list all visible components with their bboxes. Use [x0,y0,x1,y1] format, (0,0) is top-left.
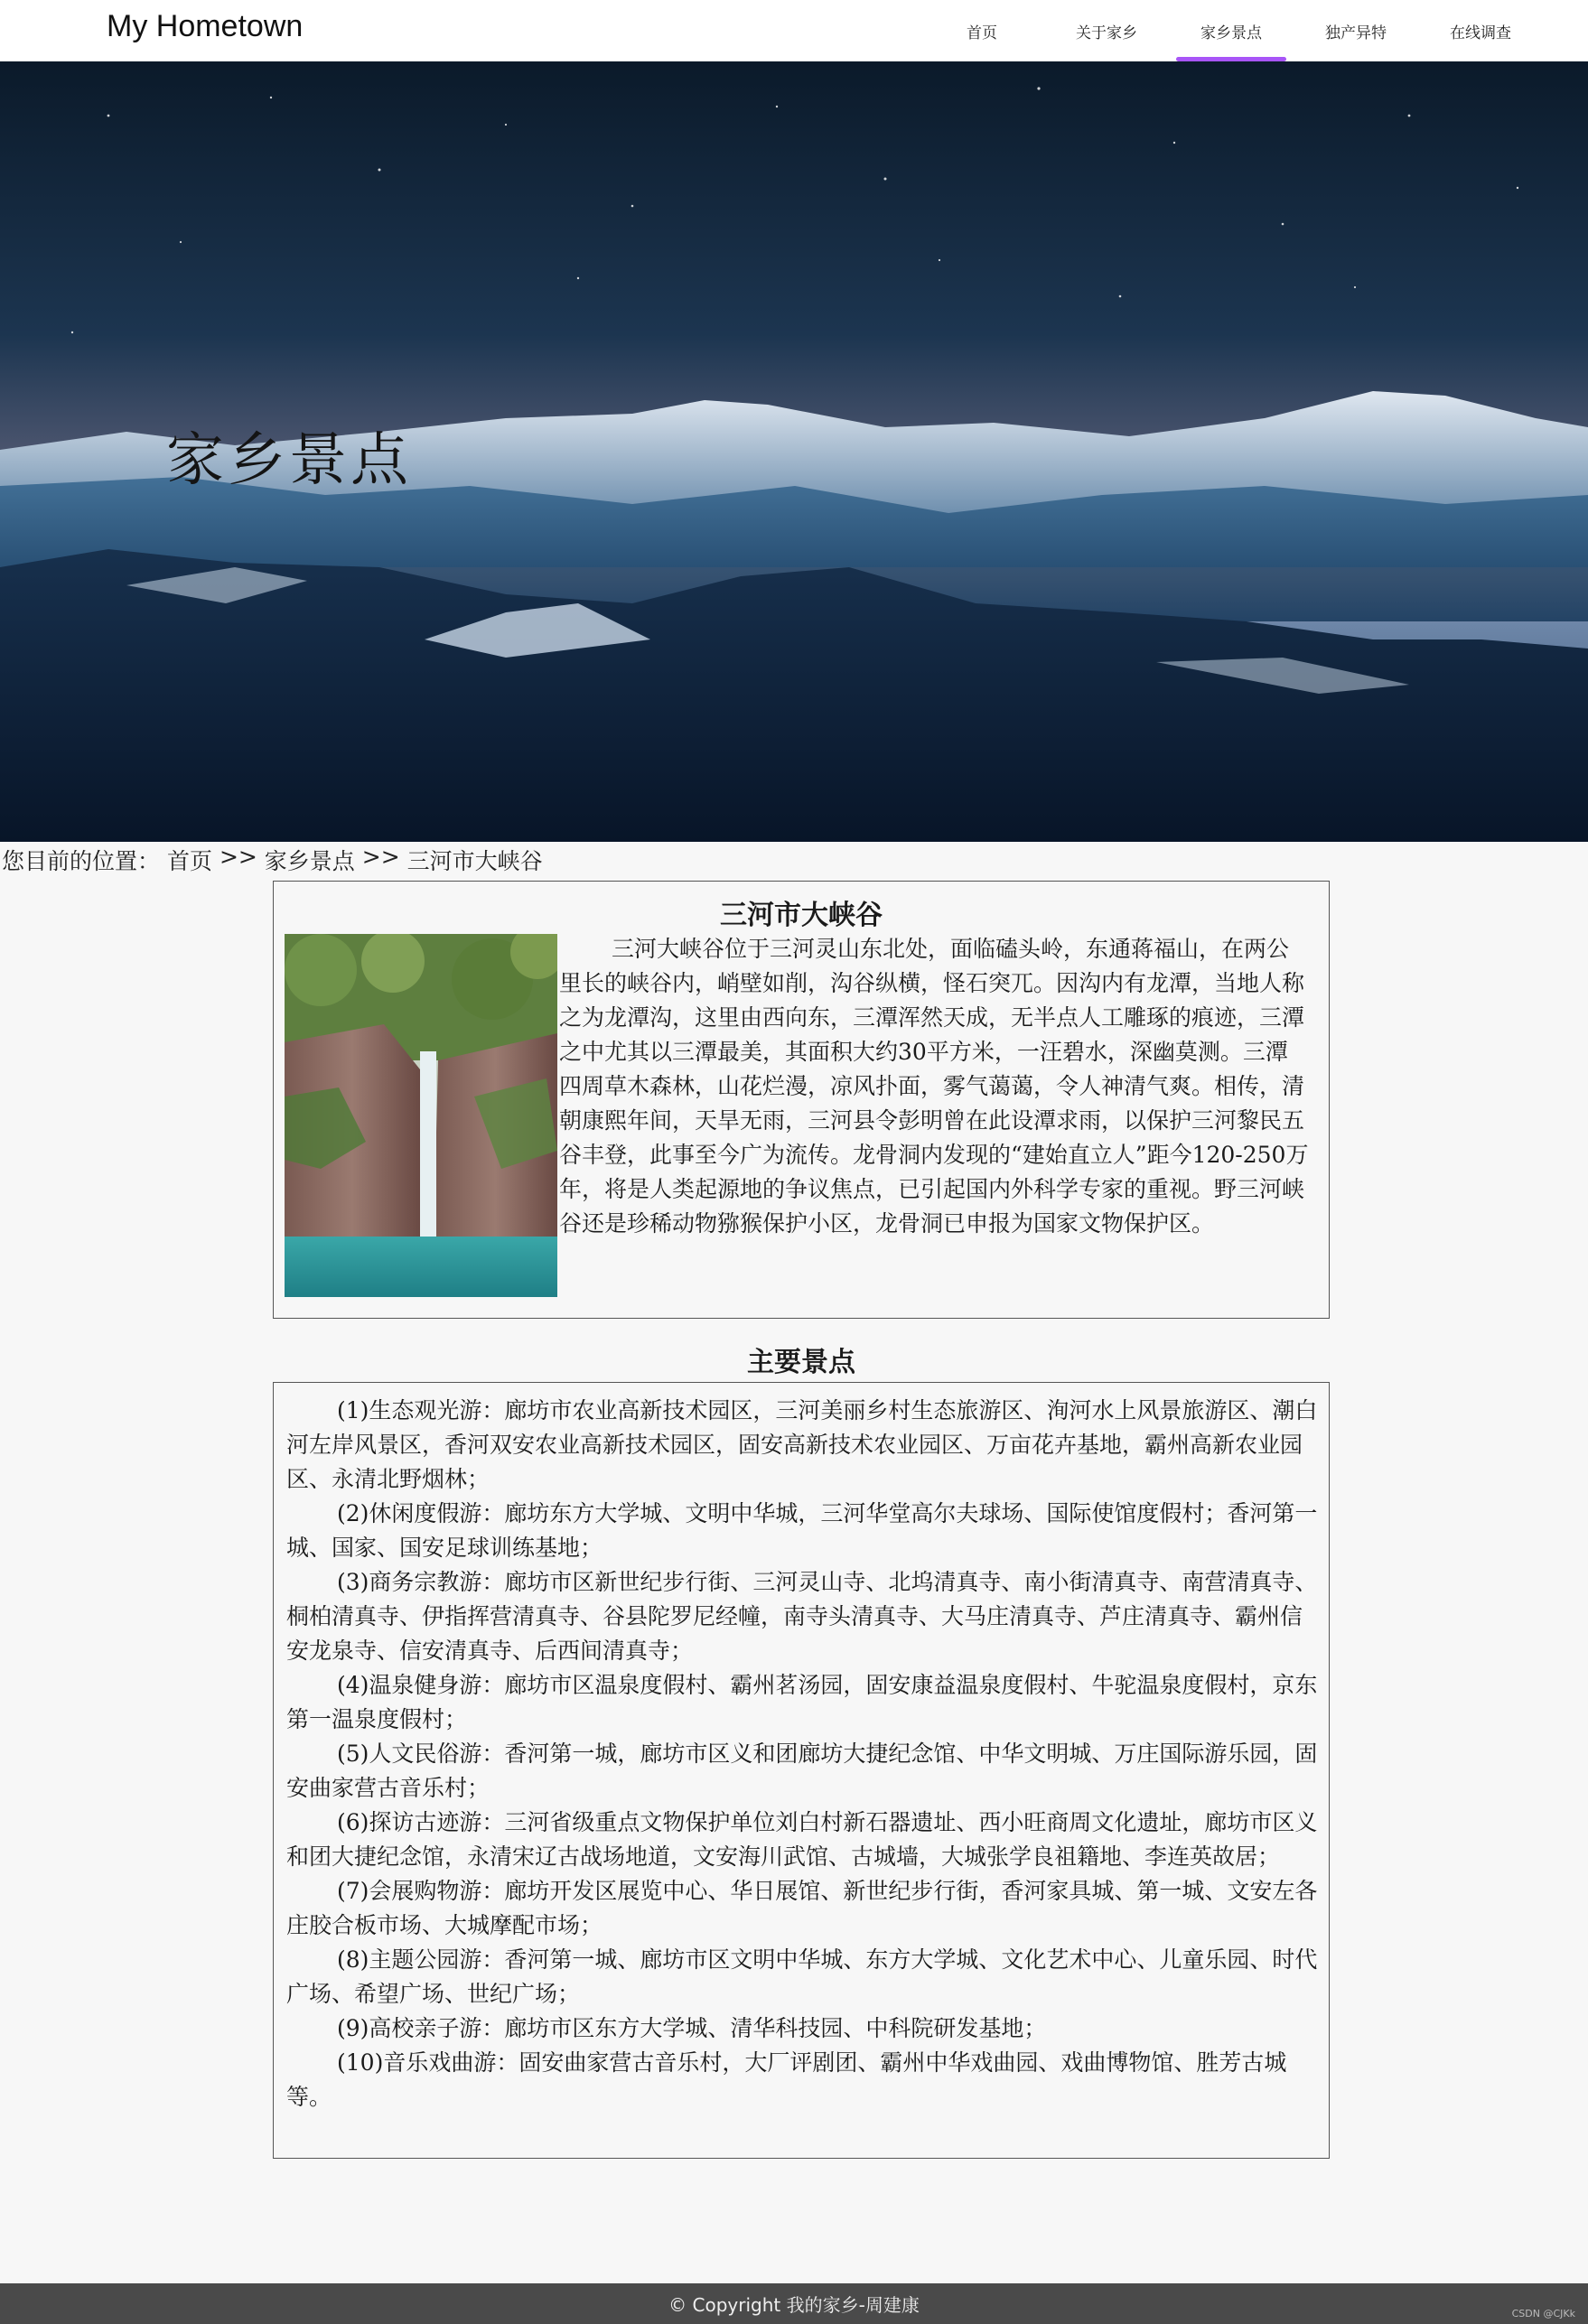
nav-item-specialties[interactable]: 独产异特 [1325,23,1387,42]
canyon-waterfall-photo [285,934,557,1297]
breadcrumb [2,844,543,876]
main-nav [920,0,1543,61]
section-heading-main-spots: 主要景点 [747,1347,855,1378]
copyright-text: © Copyright 我的家乡-周建康 [668,2294,920,2316]
nav-item-home[interactable]: 首页 [967,23,997,42]
hero-title: 家乡景点 [166,427,412,494]
footer [0,2283,1588,2324]
site-brand[interactable]: My Hometown [107,9,304,43]
spot-item: (8)主题公园游：香河第一城、廊坊市区文明中华城、东方大学城、文化艺术中心、儿童乐园、时代广场、希望广场、世纪广场； [286,1946,1318,2007]
intro-title: 三河市大峡谷 [720,900,883,931]
breadcrumb-current: 三河市大峡谷 [406,848,543,874]
breadcrumb-separator: >> [361,844,400,870]
breadcrumb-home-link[interactable]: 首页 [166,848,212,874]
nav-item-attractions[interactable]: 家乡景点 [1169,0,1294,61]
spot-item: (6)探访古迹游：三河省级重点文物保护单位刘白村新石器遗址、西小旺商周文化遗址，廊坊市区义和团大捷纪念馆，永清宋辽古战场地道，文安海川武馆、古城墙，大城张学良祖籍地、李连英故居； [286,1809,1318,1870]
intro-text: 三河大峡谷位于三河灵山东北处，面临磕头岭，东通蒋福山，在两公里长的峡谷内，峭壁如削，沟谷纵横，怪石突兀。因沟内有龙潭，当地人称之为龙潭沟，这里由西向东，三潭浑然天成，无半点人工雕琢的痕迹，三潭之中尤其以三潭最美，其面积大约30平方米，一汪碧水，深幽莫测。三潭四周草木森林，山花烂漫，凉风扑面，雾气蔼蔼，令人神清气爽。相传，清朝康熙年间，天旱无雨，三河县令彭明曾在此设潭求雨，以保护三河黎民五谷丰登，此事至今广为流传。龙骨洞内发现的“建始直立人”距今120-250万年，将是人类起源地的争议焦点，已引起国内外科学专家的重视。野三河峡谷还是珍稀动物猕猴保护小区，龙骨洞已申报为国家文物保护区。 [559,936,1309,1237]
breadcrumb-separator: >> [219,844,257,870]
spot-item: (7)会展购物游：廊坊开发区展览中心、华日展馆、新世纪步行街，香河家具城、第一城、文安左各庄胶合板市场、大城摩配市场； [286,1878,1318,1938]
watermark: CSDN @CJKk [1511,2308,1575,2319]
spot-item: (4)温泉健身游：廊坊市区温泉度假村、霸州茗汤园，固安康益温泉度假村、牛驼温泉度假村，京东第一温泉度假村； [286,1672,1318,1732]
spot-item: (10)音乐戏曲游：固安曲家营古音乐村，大厂评剧团、霸州中华戏曲园、戏曲博物馆、胜芳古城等。 [286,2049,1287,2110]
spot-item: (3)商务宗教游：廊坊市区新世纪步行街、三河灵山寺、北坞清真寺、南小街清真寺、南营清真寺、桐柏清真寺、伊指挥营清真寺、谷县陀罗尼经幢，南寺头清真寺、大马庄清真寺、芦庄清真寺、霸州信安龙泉寺、信安清真寺、后西间清真寺； [286,1569,1318,1664]
spot-item: (9)高校亲子游：廊坊市区东方大学城、清华科技园、中科院研发基地； [337,2015,1047,2041]
breadcrumb-section-link[interactable]: 家乡景点 [264,848,355,874]
main-spots-card [273,1382,1330,2159]
breadcrumb-prefix: 您目前的位置： [2,848,161,874]
spot-item: (5)人文民俗游：香河第一城，廊坊市区义和团廊坊大捷纪念馆、中华文明城、万庄国际游乐园，固安曲家营古音乐村； [286,1741,1318,1801]
spot-item: (2)休闲度假游：廊坊东方大学城、文明中华城，三河华堂高尔夫球场、国际使馆度假村；香河第一城、国家、国安足球训练基地； [286,1500,1318,1561]
nav-item-about[interactable]: 关于家乡 [1076,23,1137,42]
spot-item: (1)生态观光游：廊坊市农业高新技术园区，三河美丽乡村生态旅游区、洵河水上风景旅游区、潮白河左岸风景区，香河双安农业高新技术园区，固安高新技术农业园区、万亩花卉基地，霸州高新农业园区、永清北野烟林； [286,1397,1318,1492]
hero-banner [0,61,1588,842]
intro-card [273,881,1330,1319]
top-navbar [0,0,1588,62]
nav-item-survey[interactable]: 在线调查 [1450,23,1511,42]
